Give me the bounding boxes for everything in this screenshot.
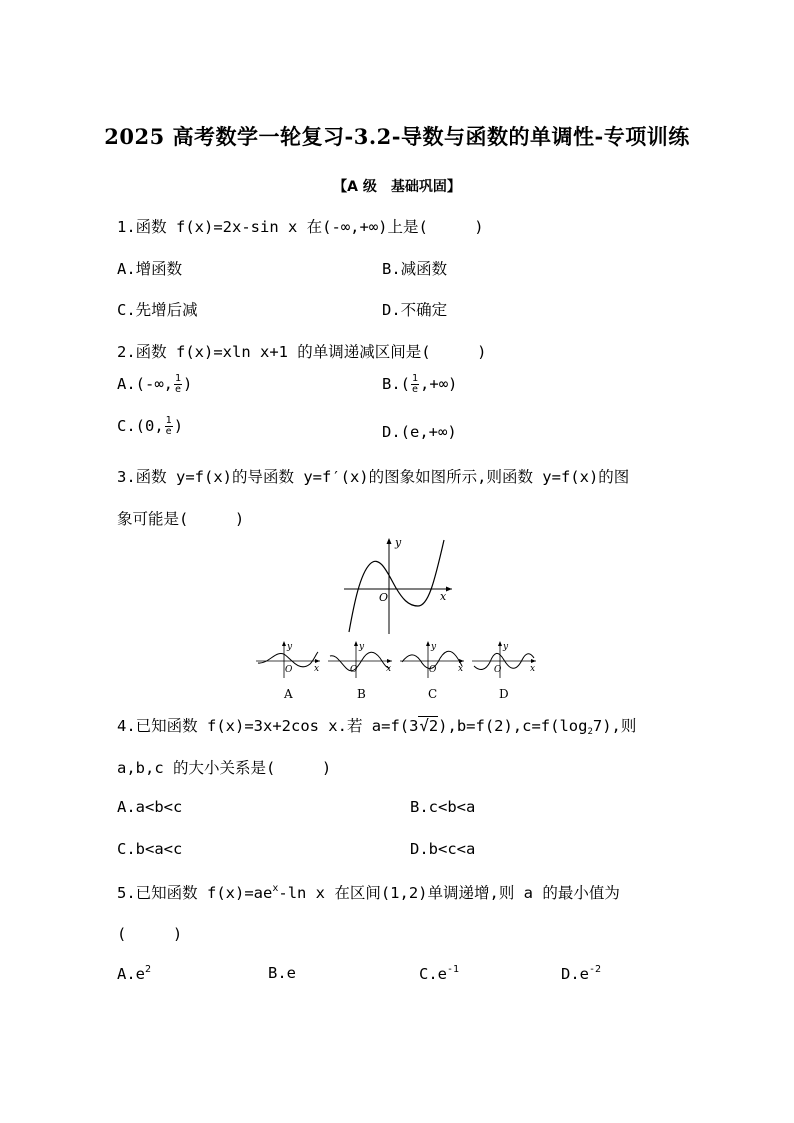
svg-text:O: O	[285, 665, 293, 675]
svg-text:O: O	[494, 665, 502, 675]
q2-option-c-prefix: C.(0,	[117, 417, 164, 435]
svg-text:y: y	[503, 642, 509, 652]
svg-text:x: x	[458, 664, 464, 674]
svg-text:x: x	[530, 664, 536, 674]
svg-text:y: y	[359, 642, 365, 652]
q5-stem-line2: ( )	[117, 925, 183, 943]
option-graph-a	[256, 640, 322, 680]
exponent-x: x	[272, 883, 279, 894]
derivative-graph	[340, 534, 460, 638]
svg-text:y: y	[431, 642, 437, 652]
page-title: 2025 高考数学一轮复习-3.2-导数与函数的单调性-专项训练	[104, 124, 690, 149]
fraction-one-over-e: $\frac{1}{e}$	[175, 373, 182, 395]
q5-stem-suffix: -ln x 在区间(1,2)单调递增,则 a 的最小值为	[278, 884, 620, 902]
option-label-c: C	[428, 687, 438, 701]
q2-option-c	[117, 416, 183, 437]
q2-option-a	[117, 374, 192, 395]
q5-stem-prefix: 5.已知函数 f(x)=ae	[117, 884, 273, 902]
q3-stem-line1: 3.函数 y=f(x)的导函数 y=f′(x)的图象如图所示,则函数 y=f(x)的图	[117, 468, 630, 486]
svg-text:x: x	[314, 664, 320, 674]
q4-stem-prefix: 4.已知函数 f(x)=3x+2cos x.若 a=f(3	[117, 717, 419, 735]
option-label-d: D	[499, 687, 509, 701]
q4-stem-line2: a,b,c 的大小关系是( )	[117, 759, 332, 777]
q2-option-c-suffix: )	[173, 417, 184, 435]
option-label-b: B	[357, 687, 366, 701]
section-level-heading: 【A 级 基础巩固】	[333, 179, 461, 195]
option-label-a: A	[284, 687, 293, 701]
q5-option-d: $D.e^{-2}$	[561, 964, 602, 983]
q4-stem-line1	[117, 714, 636, 737]
origin-label: O	[379, 591, 389, 604]
svg-text:O: O	[429, 665, 437, 675]
log-base: 2	[587, 727, 593, 737]
q2-option-a-prefix: A.(-∞,	[117, 375, 173, 393]
q5-option-c: $C.e^{-1}$	[419, 964, 460, 983]
q2-option-b-prefix: B.(	[382, 375, 410, 393]
q2-stem: 2.函数 f(x)=xln x+1 的单调递减区间是( )	[117, 343, 487, 361]
q4-option-d: D.b<c<a	[410, 840, 476, 858]
fraction-one-over-e: $\frac{1}{e}$	[165, 415, 172, 437]
q4-stem-middle: ),b=f(2),c=f(log	[438, 717, 588, 735]
sqrt-two: √2	[419, 717, 439, 735]
q1-option-c: C.先增后减	[117, 301, 198, 319]
svg-text:O: O	[350, 665, 358, 675]
q1-option-d: D.不确定	[382, 301, 448, 319]
q4-stem-suffix: 7),则	[592, 717, 637, 735]
option-graph-c	[400, 640, 466, 680]
axis-label-y: y	[395, 536, 402, 549]
q5-stem-line1	[117, 881, 620, 903]
svg-text:y: y	[287, 642, 293, 652]
option-graph-b	[328, 640, 394, 680]
q4-option-a: A.a<b<c	[117, 798, 183, 816]
q5-option-a: $A.e^2$	[117, 964, 152, 983]
option-graph-d	[472, 640, 538, 680]
q2-option-b	[382, 374, 457, 395]
q2-option-d: D.(e,+∞)	[382, 423, 457, 441]
q1-option-b: B.减函数	[382, 260, 448, 278]
q3-stem-line2: 象可能是( )	[117, 510, 245, 528]
q1-stem: 1.函数 f(x)=2x-sin x 在(-∞,+∞)上是( )	[117, 218, 484, 236]
q5-option-b: B.e	[268, 964, 296, 982]
svg-text:x: x	[386, 664, 392, 674]
q1-option-a: A.增函数	[117, 260, 183, 278]
axis-label-x: x	[440, 590, 447, 603]
q4-option-c: C.b<a<c	[117, 840, 183, 858]
q2-option-a-suffix: )	[183, 375, 193, 393]
q4-option-b: B.c<b<a	[410, 798, 476, 816]
fraction-one-over-e: $\frac{1}{e}$	[412, 373, 419, 395]
q2-option-b-suffix: ,+∞)	[420, 375, 458, 393]
